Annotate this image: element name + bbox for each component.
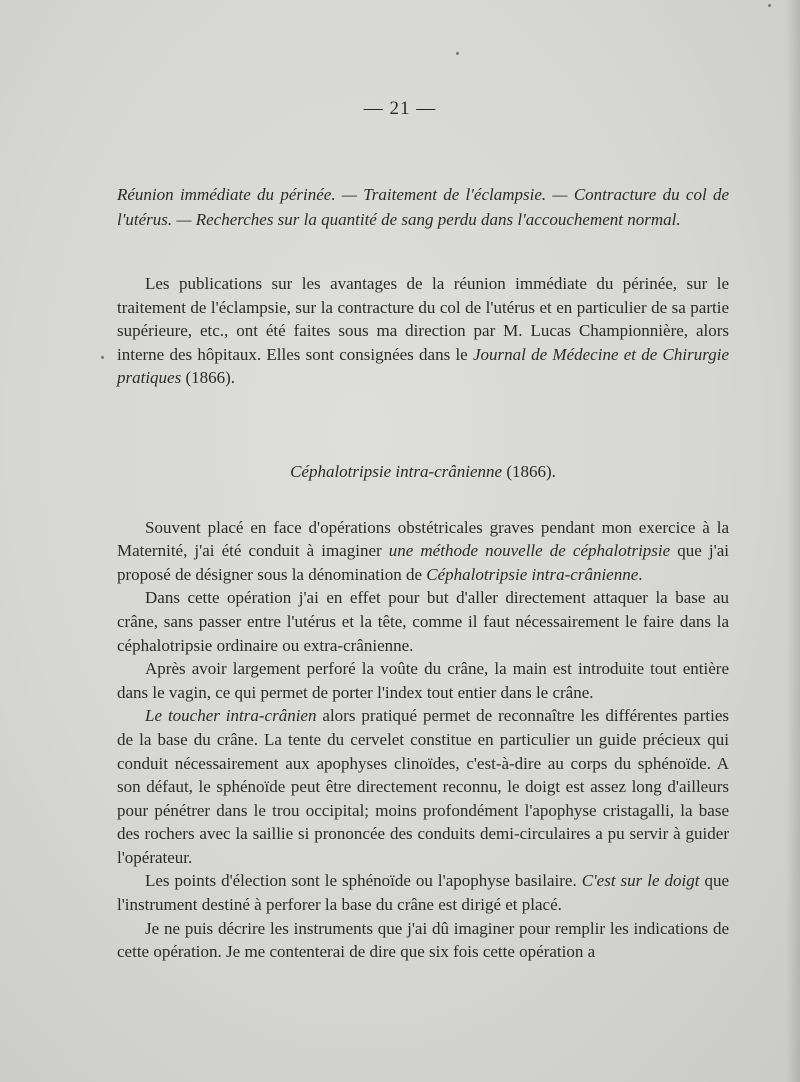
paragraph-operation: Dans cette opération j'ai en effet pour but d'aller directement attaquer la base au crâne, sans passer entre l'utérus et la tête, comme il faut nécessairement le faire dans la céphalotripsie ordinaire ou extra-crânienne. <box>117 588 729 655</box>
text-run-italic: C'est sur le doigt <box>581 871 700 891</box>
paper-speck <box>768 4 771 7</box>
journal-title: Journal de Médecine et de Chirurgie pratiques <box>117 344 729 388</box>
text-run: (1866). <box>181 368 236 388</box>
text-run: que l'instrument destiné à perforer la base du crâne est dirigé et placé. <box>117 871 729 915</box>
section-title <box>117 460 729 484</box>
page-number: — 21 — <box>363 98 437 119</box>
text-run: Les points d'élection sont le sphénoïde ou l'apophyse basilaire. <box>145 871 582 891</box>
page-body <box>117 183 729 964</box>
paragraph-instruments: Je ne puis décrire les instruments que j'ai dû imaginer pour remplir les indications de cette opération. Je me contenterai de dire que six fois cette opération a <box>117 918 729 962</box>
text-run: que j'ai proposé de désigner sous la dénomination de <box>117 541 729 584</box>
text-run: alors pratiqué permet de reconnaître les différentes parties de la base du crâne. La tente du cervelet constitue en particulier un guide précieux qui conduit nécessairement aux apophyses clinoïdes, c'est-à-dire au corps du sphénoïde. A son défaut, le sphénoïde peut être directement reconnu, le doigt est assez long d'ailleurs pour pénétrer dans le trou occipital; moins profondément l'apophyse cristagalli, la base des rochers avec la saillie si prononcée des conduits demi-circulaires a pu servir à guider l'opérateur. <box>117 706 729 867</box>
paragraph-publications <box>117 272 729 390</box>
paragraph-method <box>117 516 729 587</box>
paper-speck <box>101 356 104 359</box>
paper-speck <box>456 52 459 55</box>
page-edge-shadow <box>786 0 800 1082</box>
paragraph-perforation: Après avoir largement perforé la voûte du crâne, la main est introduite tout entière dans le vagin, ce qui permet de porter l'index tout entier dans le crâne. <box>117 659 729 702</box>
text-run-italic: Le toucher intra-crânien <box>145 706 317 726</box>
section-title-year: (1866). <box>502 461 556 481</box>
text-run-italic: Céphalotripsie intra-crânienne <box>426 564 639 584</box>
text-run: Souvent placé en face d'opérations obstétricales graves pendant mon exercice à la Maternité, j'ai été conduit à imaginer <box>117 517 729 561</box>
text-run: Les publications sur les avantages de la réunion immédiate du périnée, sur le traitement de l'éclampsie, sur la contracture du col de l'utérus et en particulier de sa partie supérieure, etc., ont été faites sous ma direction par M. Lucas Championnière, alors interne des hôpitaux. Elles sont consignées dans le <box>117 274 729 364</box>
paragraph-toucher <box>117 704 729 869</box>
text-run: . <box>638 564 643 584</box>
section-heading: Réunion immédiate du périnée. — Traitement de l'éclampsie. — Contracture du col de l'utérus. — Recherches sur la quantité de sang perdu dans l'accouchement normal. <box>117 185 729 229</box>
paragraph-election-points <box>117 869 729 916</box>
text-run-italic: une méthode nouvelle de céphalotripsie <box>388 541 671 561</box>
section-title-italic: Céphalotripsie intra-crânienne <box>290 461 503 481</box>
